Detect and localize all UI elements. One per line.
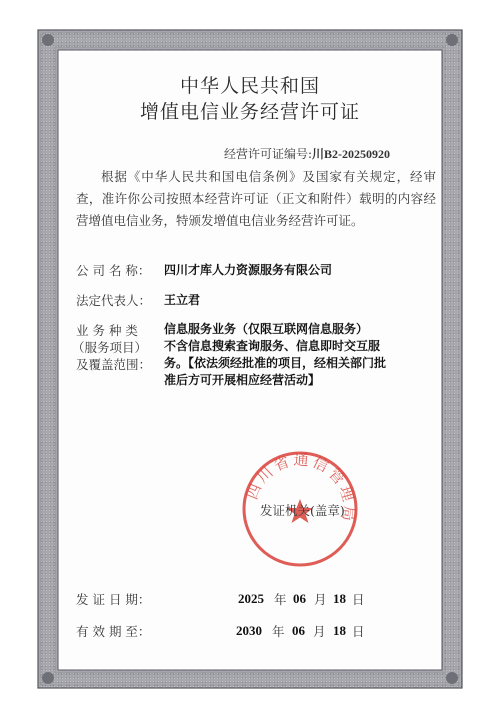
scope-label-line3: 及覆盖范围： [76, 357, 152, 372]
issuing-authority: 发证机关(盖章) [260, 503, 345, 518]
business-scope [164, 321, 434, 389]
issue-month-unit: 月 [314, 592, 327, 607]
expiry-year-unit: 年 [272, 624, 285, 639]
company-name-label: 公 司 名 称： [76, 263, 151, 278]
scope-line: 准后方可开展相应经营活动】 [164, 373, 321, 387]
license-number-label: 经营许可证编号: [224, 147, 313, 161]
scope-line: 信息服务业务（仅限互联网信息服务） [164, 322, 369, 336]
issue-month: 06 [293, 591, 306, 606]
representative-value: 王立君 [164, 293, 201, 307]
representative-label: 法定代表人： [76, 293, 152, 308]
expiry-month-unit: 月 [313, 624, 326, 639]
scope-line: 不含信息搜索查询服务、信息即时交互服 [164, 339, 381, 353]
preamble-text: 根据《中华人民共和国电信条例》及国家有关规定，经审查，准许你公司按照本经营许可证（正文和附件）载明的内容经营增值电信业务，特颁发增值电信业务经营许可证。 [76, 169, 436, 228]
issue-year: 2025 [238, 591, 264, 606]
title-country: 中华人民共和国 [179, 75, 320, 97]
issue-year-unit: 年 [274, 592, 287, 607]
seal-text: 四川省通信管理局 [242, 450, 359, 525]
license-number-value: 川B2-20250920 [312, 147, 391, 161]
license-number [224, 145, 390, 162]
scope-label-line2: （服务项目） [72, 340, 148, 355]
issue-date-label: 发 证 日 期： [76, 592, 151, 607]
company-name-value: 四川才库人力资源服务有限公司 [164, 263, 333, 277]
scope-line: 务。【依法须经批准的项目，经相关部门批 [164, 356, 387, 370]
scope-label-line1: 业 务 种 类 [76, 323, 138, 338]
expiry-date-label: 有 效 期 至： [76, 624, 151, 639]
expiry-year: 2030 [236, 623, 262, 638]
expiry-month: 06 [292, 623, 305, 638]
issue-day-unit: 日 [352, 592, 365, 607]
title-license-type: 增值电信业务经营许可证 [139, 101, 360, 123]
expiry-day-unit: 日 [352, 624, 365, 639]
issue-day: 18 [333, 591, 346, 606]
expiry-day: 18 [333, 623, 346, 638]
